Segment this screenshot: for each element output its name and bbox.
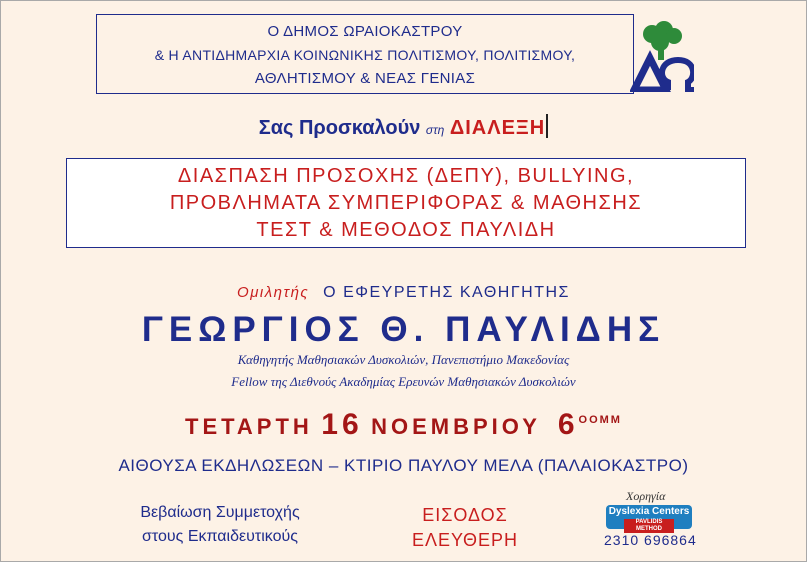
topic-line-3: ΤΕΣΤ & ΜΕΘΟΔΟΣ ΠΑΥΛΙΔΗ	[256, 219, 556, 241]
event-date-number: 16	[321, 408, 363, 441]
header-line-2: & Η ΑΝΤΙΔΗΜΑΡΧΙΑ ΚΟΙΝΩΝΙΚΗΣ ΠΟΛΙΤΙΣΜΟΥ, ΠΟΛΙΤΙΣΜΟΥ,	[154, 47, 576, 63]
topic-box	[66, 158, 746, 248]
speaker-role-2: Fellow της Διεθνούς Ακαδημίας Ερευνών Μαθησιακών Δυσκολιών	[231, 374, 576, 389]
header-box	[96, 14, 634, 94]
speaker-role-1: Καθηγητής Μαθησιακών Δυσκολιών, Πανεπιστήμιο Μακεδονίας	[237, 352, 570, 367]
invite-part-2: στη	[425, 123, 445, 137]
event-month: ΝΟΕΜΒΡΙΟΥ	[371, 414, 541, 439]
certificate-line-2: στους Εκπαιδευτικούς	[142, 528, 298, 545]
event-hour: 6	[557, 408, 579, 441]
text-cursor	[546, 114, 548, 138]
invite-part-3: ΔΙΑΛΕΞΗ	[449, 117, 546, 139]
speaker-label-line	[0, 284, 807, 302]
sponsor-logo	[606, 505, 692, 532]
event-venue: ΑΙΘΟΥΣΑ ΕΚΔΗΛΩΣΕΩΝ – ΚΤΙΡΙΟ ΠΑΥΛΟΥ ΜΕΛΑ (ΠΑΛΑΙΟΚΑΣΤΡΟ)	[118, 456, 689, 475]
event-hour-suffix: ΟΟΜΜ	[578, 414, 622, 426]
invite-line	[0, 114, 807, 140]
speaker-title: Ο ΕΦΕΥΡΕΤΗΣ ΚΑΘΗΓΗΤΗΣ	[323, 284, 570, 301]
entry-line-2: ΕΛΕΥΘΕΡΗ	[411, 530, 519, 550]
municipality-logo	[630, 20, 694, 92]
certificate-line-1: Βεβαίωση Συμμετοχής	[140, 504, 300, 521]
event-date	[0, 408, 807, 442]
sponsor-name: Dyslexia Centers	[608, 506, 690, 517]
speaker-name: ΓΕΩΡΓΙΟΣ Θ. ΠΑΥΛΙΔΗΣ	[141, 310, 666, 349]
header-line-1: Ο ΔΗΜΟΣ ΩΡΑΙΟΚΑΣΤΡΟΥ	[267, 23, 463, 40]
topic-line-2: ΠΡΟΒΛΗΜΑΤΑ ΣΥΜΠΕΡΙΦΟΡΑΣ & ΜΑΘΗΣΗΣ	[169, 192, 643, 214]
topic-line-1: ΔΙΑΣΠΑΣΗ ΠΡΟΣΟΧΗΣ (ΔΕΠΥ), BULLYING,	[177, 165, 635, 187]
sponsor-tag: PAVLIDIS METHOD	[624, 519, 674, 533]
event-day: ΤΕΤΑΡΤΗ	[185, 414, 313, 439]
entry-line-1: ΕΙΣΟΔΟΣ	[422, 505, 508, 525]
header-line-3: ΑΘΛΗΤΙΣΜΟΥ & ΝΕΑΣ ΓΕΝΙΑΣ	[254, 70, 476, 87]
speaker-label: Ομιλητής	[237, 284, 310, 301]
sponsor-label: Χορηγία	[626, 489, 666, 503]
invite-part-1: Σας Προσκαλούν	[258, 117, 421, 139]
sponsor-phone: 2310 696864	[604, 532, 697, 548]
